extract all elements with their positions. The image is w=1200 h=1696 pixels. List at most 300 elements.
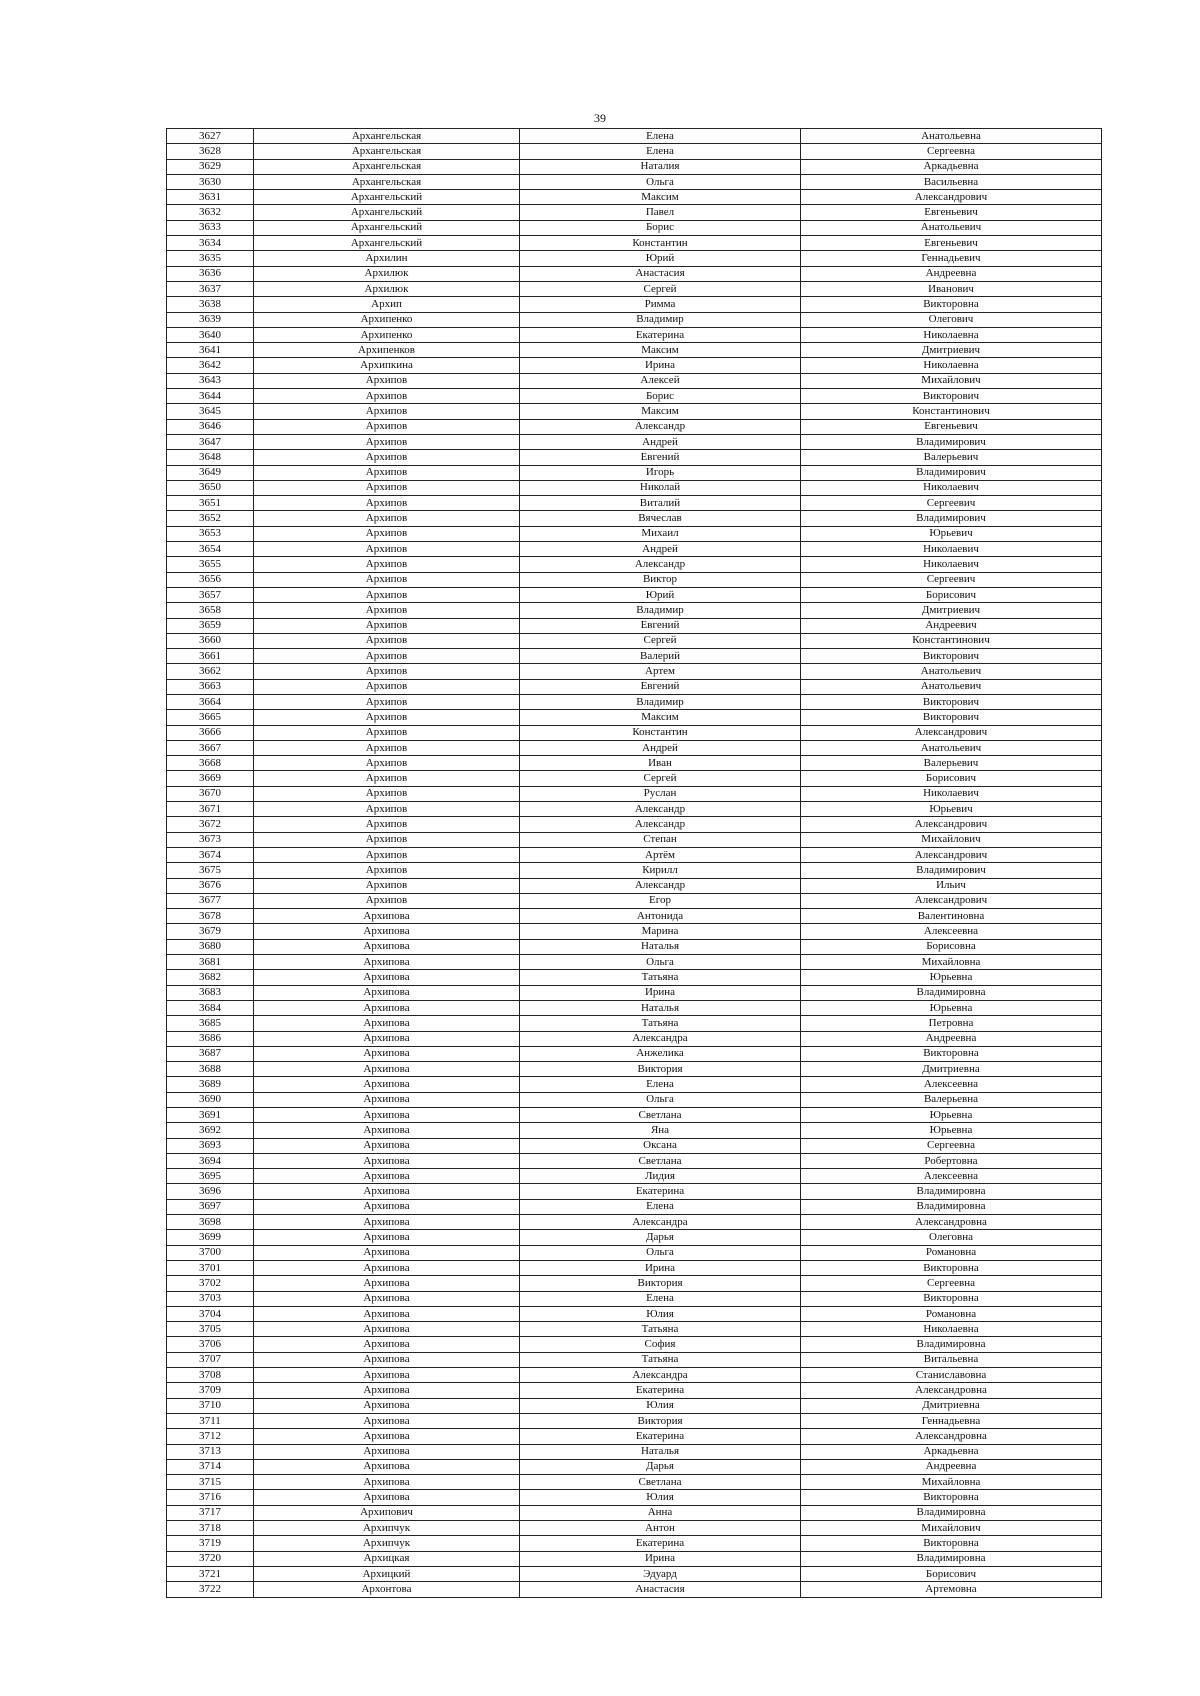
first-name-cell: Марина [520, 924, 801, 939]
patronymic-cell: Владимирович [801, 434, 1102, 449]
first-name-cell: Елена [520, 144, 801, 159]
patronymic-cell: Валерьевич [801, 450, 1102, 465]
table-row [167, 465, 1102, 480]
row-number-cell: 3655 [167, 557, 254, 572]
last-name-cell: Архипова [254, 985, 520, 1000]
first-name-cell: Константин [520, 725, 801, 740]
first-name-cell: Виктория [520, 1062, 801, 1077]
last-name-cell: Архипов [254, 649, 520, 664]
first-name-cell: Татьяна [520, 970, 801, 985]
patronymic-cell: Николаевич [801, 480, 1102, 495]
first-name-cell: Антон [520, 1521, 801, 1536]
table-row [167, 1153, 1102, 1168]
last-name-cell: Архипова [254, 970, 520, 985]
last-name-cell: Архипова [254, 1016, 520, 1031]
table-row [167, 786, 1102, 801]
row-number-cell: 3646 [167, 419, 254, 434]
patronymic-cell: Михайлович [801, 373, 1102, 388]
last-name-cell: Архипов [254, 404, 520, 419]
patronymic-cell: Владимирович [801, 863, 1102, 878]
patronymic-cell: Алексеевна [801, 1077, 1102, 1092]
table-row [167, 1444, 1102, 1459]
row-number-cell: 3683 [167, 985, 254, 1000]
names-table-body [167, 129, 1102, 1598]
first-name-cell: Виктория [520, 1276, 801, 1291]
patronymic-cell: Николаевич [801, 557, 1102, 572]
first-name-cell: Наталья [520, 1000, 801, 1015]
first-name-cell: Виктория [520, 1413, 801, 1428]
patronymic-cell: Юрьевич [801, 802, 1102, 817]
row-number-cell: 3629 [167, 159, 254, 174]
table-row [167, 511, 1102, 526]
patronymic-cell: Сергеевич [801, 572, 1102, 587]
first-name-cell: Анжелика [520, 1046, 801, 1061]
patronymic-cell: Владимировна [801, 985, 1102, 1000]
patronymic-cell: Анатольевна [801, 129, 1102, 144]
row-number-cell: 3651 [167, 496, 254, 511]
row-number-cell: 3713 [167, 1444, 254, 1459]
names-table [166, 128, 1102, 1598]
table-row [167, 1169, 1102, 1184]
first-name-cell: Анастасия [520, 266, 801, 281]
table-row [167, 1215, 1102, 1230]
table-row [167, 802, 1102, 817]
patronymic-cell: Андреевна [801, 1459, 1102, 1474]
table-row [167, 725, 1102, 740]
first-name-cell: Константин [520, 236, 801, 251]
table-row [167, 236, 1102, 251]
first-name-cell: Андрей [520, 542, 801, 557]
patronymic-cell: Александрович [801, 847, 1102, 862]
row-number-cell: 3648 [167, 450, 254, 465]
row-number-cell: 3686 [167, 1031, 254, 1046]
first-name-cell: Светлана [520, 1108, 801, 1123]
last-name-cell: Архипова [254, 1383, 520, 1398]
first-name-cell: Ирина [520, 985, 801, 1000]
last-name-cell: Архангельский [254, 205, 520, 220]
table-row [167, 587, 1102, 602]
row-number-cell: 3704 [167, 1306, 254, 1321]
last-name-cell: Архипова [254, 1153, 520, 1168]
first-name-cell: Александр [520, 878, 801, 893]
row-number-cell: 3664 [167, 694, 254, 709]
row-number-cell: 3639 [167, 312, 254, 327]
row-number-cell: 3711 [167, 1413, 254, 1428]
table-row [167, 174, 1102, 189]
row-number-cell: 3678 [167, 909, 254, 924]
row-number-cell: 3659 [167, 618, 254, 633]
patronymic-cell: Николаевич [801, 542, 1102, 557]
first-name-cell: Александр [520, 817, 801, 832]
patronymic-cell: Михайловна [801, 1475, 1102, 1490]
last-name-cell: Архипов [254, 633, 520, 648]
table-row [167, 1260, 1102, 1275]
patronymic-cell: Анатольевич [801, 740, 1102, 755]
row-number-cell: 3628 [167, 144, 254, 159]
table-row [167, 1475, 1102, 1490]
row-number-cell: 3685 [167, 1016, 254, 1031]
row-number-cell: 3630 [167, 174, 254, 189]
patronymic-cell: Викторовна [801, 1291, 1102, 1306]
patronymic-cell: Николаевна [801, 327, 1102, 342]
patronymic-cell: Геннадьевна [801, 1413, 1102, 1428]
patronymic-cell: Викторовна [801, 1536, 1102, 1551]
last-name-cell: Архипова [254, 1429, 520, 1444]
first-name-cell: Юлия [520, 1490, 801, 1505]
patronymic-cell: Олегович [801, 312, 1102, 327]
first-name-cell: София [520, 1337, 801, 1352]
table-row [167, 955, 1102, 970]
last-name-cell: Архипова [254, 1398, 520, 1413]
table-row [167, 909, 1102, 924]
row-number-cell: 3653 [167, 526, 254, 541]
row-number-cell: 3670 [167, 786, 254, 801]
patronymic-cell: Анатольевич [801, 220, 1102, 235]
patronymic-cell: Дмитриевич [801, 603, 1102, 618]
first-name-cell: Виктор [520, 572, 801, 587]
row-number-cell: 3712 [167, 1429, 254, 1444]
table-row [167, 220, 1102, 235]
table-row [167, 434, 1102, 449]
table-row [167, 1566, 1102, 1581]
row-number-cell: 3640 [167, 327, 254, 342]
last-name-cell: Архипов [254, 511, 520, 526]
last-name-cell: Архипенко [254, 327, 520, 342]
first-name-cell: Дарья [520, 1230, 801, 1245]
last-name-cell: Архангельский [254, 190, 520, 205]
row-number-cell: 3707 [167, 1352, 254, 1367]
first-name-cell: Елена [520, 1291, 801, 1306]
last-name-cell: Архипова [254, 1031, 520, 1046]
patronymic-cell: Владимировна [801, 1337, 1102, 1352]
patronymic-cell: Михайлович [801, 1521, 1102, 1536]
row-number-cell: 3697 [167, 1199, 254, 1214]
table-row [167, 358, 1102, 373]
first-name-cell: Юлия [520, 1306, 801, 1321]
last-name-cell: Архипова [254, 1062, 520, 1077]
table-row [167, 266, 1102, 281]
table-row [167, 404, 1102, 419]
table-row [167, 1138, 1102, 1153]
patronymic-cell: Николаевна [801, 1322, 1102, 1337]
table-row [167, 1291, 1102, 1306]
patronymic-cell: Романовна [801, 1245, 1102, 1260]
row-number-cell: 3642 [167, 358, 254, 373]
first-name-cell: Иван [520, 756, 801, 771]
table-row [167, 281, 1102, 296]
row-number-cell: 3722 [167, 1582, 254, 1597]
table-row [167, 1536, 1102, 1551]
last-name-cell: Архицкая [254, 1551, 520, 1566]
table-row [167, 450, 1102, 465]
last-name-cell: Архипова [254, 1368, 520, 1383]
row-number-cell: 3671 [167, 802, 254, 817]
table-row [167, 1092, 1102, 1107]
row-number-cell: 3696 [167, 1184, 254, 1199]
row-number-cell: 3675 [167, 863, 254, 878]
table-row [167, 1322, 1102, 1337]
first-name-cell: Михаил [520, 526, 801, 541]
row-number-cell: 3680 [167, 939, 254, 954]
last-name-cell: Архипов [254, 373, 520, 388]
last-name-cell: Архипова [254, 1352, 520, 1367]
table-row [167, 1230, 1102, 1245]
table-row [167, 297, 1102, 312]
table-row [167, 542, 1102, 557]
row-number-cell: 3641 [167, 343, 254, 358]
patronymic-cell: Владимировна [801, 1505, 1102, 1520]
last-name-cell: Архипов [254, 832, 520, 847]
table-row [167, 679, 1102, 694]
patronymic-cell: Андреевич [801, 618, 1102, 633]
last-name-cell: Архипова [254, 1000, 520, 1015]
first-name-cell: Степан [520, 832, 801, 847]
table-row [167, 1368, 1102, 1383]
table-row [167, 1077, 1102, 1092]
last-name-cell: Архипов [254, 450, 520, 465]
row-number-cell: 3701 [167, 1260, 254, 1275]
patronymic-cell: Робертовна [801, 1153, 1102, 1168]
last-name-cell: Архипов [254, 756, 520, 771]
first-name-cell: Анна [520, 1505, 801, 1520]
row-number-cell: 3690 [167, 1092, 254, 1107]
patronymic-cell: Борисович [801, 1566, 1102, 1581]
patronymic-cell: Валентиновна [801, 909, 1102, 924]
first-name-cell: Елена [520, 1199, 801, 1214]
last-name-cell: Архипова [254, 1245, 520, 1260]
row-number-cell: 3706 [167, 1337, 254, 1352]
table-row [167, 343, 1102, 358]
table-row [167, 1000, 1102, 1015]
row-number-cell: 3684 [167, 1000, 254, 1015]
table-row [167, 205, 1102, 220]
last-name-cell: Архипова [254, 1260, 520, 1275]
table-row [167, 1062, 1102, 1077]
last-name-cell: Архипова [254, 1092, 520, 1107]
table-row [167, 526, 1102, 541]
first-name-cell: Ирина [520, 1260, 801, 1275]
row-number-cell: 3681 [167, 955, 254, 970]
table-row [167, 1046, 1102, 1061]
row-number-cell: 3691 [167, 1108, 254, 1123]
patronymic-cell: Анатольевич [801, 679, 1102, 694]
row-number-cell: 3637 [167, 281, 254, 296]
first-name-cell: Яна [520, 1123, 801, 1138]
table-row [167, 557, 1102, 572]
first-name-cell: Евгений [520, 618, 801, 633]
first-name-cell: Валерий [520, 649, 801, 664]
patronymic-cell: Валерьевич [801, 756, 1102, 771]
table-row [167, 480, 1102, 495]
patronymic-cell: Александрович [801, 893, 1102, 908]
last-name-cell: Архипов [254, 496, 520, 511]
patronymic-cell: Андреевна [801, 1031, 1102, 1046]
last-name-cell: Архипов [254, 557, 520, 572]
row-number-cell: 3661 [167, 649, 254, 664]
last-name-cell: Архипенко [254, 312, 520, 327]
row-number-cell: 3660 [167, 633, 254, 648]
last-name-cell: Архипов [254, 786, 520, 801]
table-row [167, 144, 1102, 159]
last-name-cell: Архипов [254, 893, 520, 908]
first-name-cell: Борис [520, 220, 801, 235]
first-name-cell: Борис [520, 389, 801, 404]
first-name-cell: Сергей [520, 633, 801, 648]
last-name-cell: Архипова [254, 924, 520, 939]
first-name-cell: Ирина [520, 1551, 801, 1566]
last-name-cell: Архилин [254, 251, 520, 266]
last-name-cell: Архипова [254, 939, 520, 954]
row-number-cell: 3689 [167, 1077, 254, 1092]
row-number-cell: 3656 [167, 572, 254, 587]
patronymic-cell: Борисович [801, 771, 1102, 786]
patronymic-cell: Иванович [801, 281, 1102, 296]
table-row [167, 1429, 1102, 1444]
last-name-cell: Архипов [254, 618, 520, 633]
table-row [167, 1108, 1102, 1123]
table-row [167, 618, 1102, 633]
first-name-cell: Юрий [520, 587, 801, 602]
table-row [167, 1031, 1102, 1046]
row-number-cell: 3710 [167, 1398, 254, 1413]
first-name-cell: Юлия [520, 1398, 801, 1413]
first-name-cell: Артем [520, 664, 801, 679]
last-name-cell: Архангельская [254, 144, 520, 159]
row-number-cell: 3679 [167, 924, 254, 939]
table-row [167, 710, 1102, 725]
last-name-cell: Архипова [254, 1322, 520, 1337]
table-row [167, 159, 1102, 174]
first-name-cell: Екатерина [520, 1184, 801, 1199]
table-row [167, 1490, 1102, 1505]
row-number-cell: 3633 [167, 220, 254, 235]
row-number-cell: 3668 [167, 756, 254, 771]
patronymic-cell: Геннадьевич [801, 251, 1102, 266]
row-number-cell: 3719 [167, 1536, 254, 1551]
table-row [167, 1184, 1102, 1199]
first-name-cell: Андрей [520, 434, 801, 449]
table-row [167, 327, 1102, 342]
row-number-cell: 3699 [167, 1230, 254, 1245]
patronymic-cell: Викторовна [801, 1260, 1102, 1275]
patronymic-cell: Дмитриевна [801, 1062, 1102, 1077]
last-name-cell: Архонтова [254, 1582, 520, 1597]
last-name-cell: Архипов [254, 725, 520, 740]
patronymic-cell: Васильевна [801, 174, 1102, 189]
last-name-cell: Архипенков [254, 343, 520, 358]
table-row [167, 1276, 1102, 1291]
patronymic-cell: Сергеевна [801, 144, 1102, 159]
row-number-cell: 3693 [167, 1138, 254, 1153]
row-number-cell: 3716 [167, 1490, 254, 1505]
row-number-cell: 3654 [167, 542, 254, 557]
patronymic-cell: Ильич [801, 878, 1102, 893]
first-name-cell: Сергей [520, 281, 801, 296]
table-row [167, 312, 1102, 327]
last-name-cell: Архипов [254, 603, 520, 618]
patronymic-cell: Аркадьевна [801, 1444, 1102, 1459]
patronymic-cell: Викторович [801, 389, 1102, 404]
row-number-cell: 3709 [167, 1383, 254, 1398]
last-name-cell: Архипов [254, 740, 520, 755]
last-name-cell: Архипов [254, 434, 520, 449]
last-name-cell: Архипов [254, 389, 520, 404]
first-name-cell: Елена [520, 1077, 801, 1092]
last-name-cell: Архипова [254, 1169, 520, 1184]
last-name-cell: Архипов [254, 710, 520, 725]
table-row [167, 694, 1102, 709]
row-number-cell: 3643 [167, 373, 254, 388]
first-name-cell: Елена [520, 129, 801, 144]
row-number-cell: 3687 [167, 1046, 254, 1061]
row-number-cell: 3669 [167, 771, 254, 786]
row-number-cell: 3657 [167, 587, 254, 602]
last-name-cell: Архип [254, 297, 520, 312]
first-name-cell: Игорь [520, 465, 801, 480]
last-name-cell: Архипович [254, 1505, 520, 1520]
row-number-cell: 3638 [167, 297, 254, 312]
table-row [167, 190, 1102, 205]
row-number-cell: 3635 [167, 251, 254, 266]
last-name-cell: Архипов [254, 863, 520, 878]
table-row [167, 633, 1102, 648]
last-name-cell: Архипов [254, 878, 520, 893]
row-number-cell: 3682 [167, 970, 254, 985]
patronymic-cell: Борисовна [801, 939, 1102, 954]
patronymic-cell: Олеговна [801, 1230, 1102, 1245]
patronymic-cell: Юрьевна [801, 1108, 1102, 1123]
patronymic-cell: Николаевич [801, 786, 1102, 801]
row-number-cell: 3665 [167, 710, 254, 725]
first-name-cell: Лидия [520, 1169, 801, 1184]
first-name-cell: Максим [520, 343, 801, 358]
row-number-cell: 3632 [167, 205, 254, 220]
patronymic-cell: Юрьевич [801, 526, 1102, 541]
first-name-cell: Александра [520, 1031, 801, 1046]
first-name-cell: Наталия [520, 159, 801, 174]
table-row [167, 832, 1102, 847]
patronymic-cell: Александровна [801, 1383, 1102, 1398]
patronymic-cell: Константинович [801, 404, 1102, 419]
first-name-cell: Екатерина [520, 1383, 801, 1398]
row-number-cell: 3649 [167, 465, 254, 480]
patronymic-cell: Алексеевна [801, 924, 1102, 939]
patronymic-cell: Александровна [801, 1429, 1102, 1444]
first-name-cell: Максим [520, 404, 801, 419]
last-name-cell: Архипова [254, 1108, 520, 1123]
row-number-cell: 3677 [167, 893, 254, 908]
patronymic-cell: Константинович [801, 633, 1102, 648]
table-row [167, 1016, 1102, 1031]
last-name-cell: Архипова [254, 1444, 520, 1459]
last-name-cell: Архипова [254, 1077, 520, 1092]
first-name-cell: Светлана [520, 1153, 801, 1168]
first-name-cell: Анастасия [520, 1582, 801, 1597]
row-number-cell: 3695 [167, 1169, 254, 1184]
first-name-cell: Татьяна [520, 1352, 801, 1367]
row-number-cell: 3708 [167, 1368, 254, 1383]
last-name-cell: Архипов [254, 817, 520, 832]
row-number-cell: 3721 [167, 1566, 254, 1581]
row-number-cell: 3705 [167, 1322, 254, 1337]
row-number-cell: 3652 [167, 511, 254, 526]
first-name-cell: Наталья [520, 939, 801, 954]
row-number-cell: 3717 [167, 1505, 254, 1520]
patronymic-cell: Владимировна [801, 1199, 1102, 1214]
row-number-cell: 3694 [167, 1153, 254, 1168]
patronymic-cell: Викторович [801, 710, 1102, 725]
last-name-cell: Архипов [254, 465, 520, 480]
